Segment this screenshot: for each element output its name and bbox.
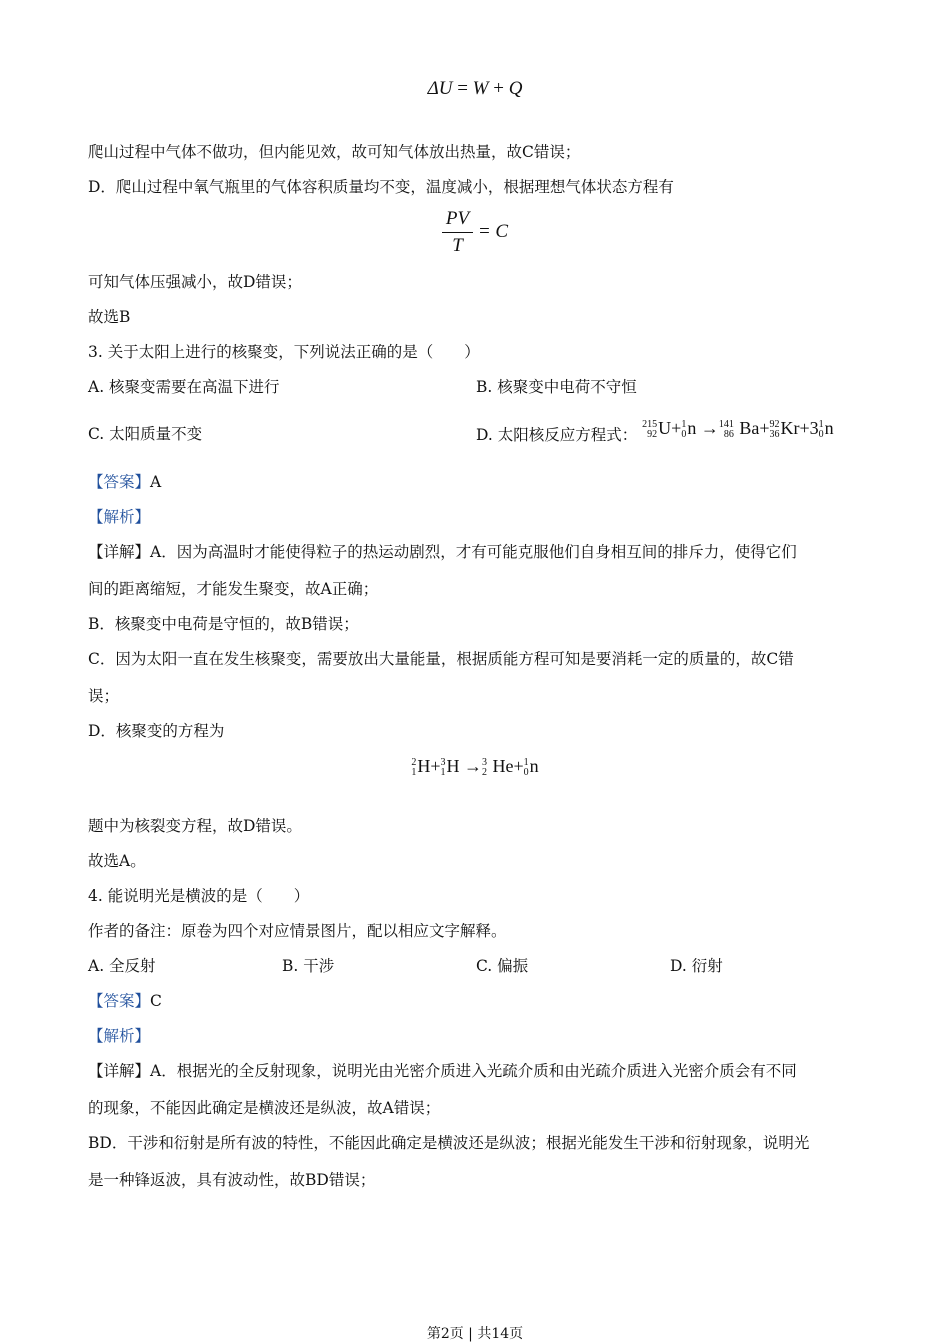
option-d[interactable]: D. 太阳核反应方程式： 215 92 U+ 1 0 n → 141 86 Ba+ 92 36 Kr+3 1 0 n xyxy=(476,418,834,444)
work-symbol: W xyxy=(472,78,489,99)
fraction: $\frac{PV}{T}$ xyxy=(442,208,473,257)
page-footer: 第2页 | 共14页 xyxy=(426,1326,524,1342)
text-line: D．核聚变的方程为 xyxy=(88,722,225,740)
analysis-tag: 【解析】 xyxy=(88,1027,151,1045)
detail-line: 【详解】A．因为高温时才能使得粒子的热运动剧烈，才有可能克服他们自身相互间的排斥力，使得它们 xyxy=(88,543,797,561)
text-line: 误； xyxy=(88,687,120,705)
analysis-tag: 【解析】 xyxy=(88,508,151,526)
question-3-stem: 3. 关于太阳上进行的核聚变，下列说法正确的是（ ） xyxy=(88,343,480,361)
detail-line: 【详解】A．根据光的全反射现象，说明光由光密介质进入光疏介质和由光疏介质进入光密介质会有不同 xyxy=(88,1062,797,1080)
option-b[interactable]: B. 核聚变中电荷不守恒 xyxy=(476,378,637,396)
text-line: 可知气体压强减小，故D错误； xyxy=(88,273,302,291)
option-a[interactable]: A. 全反射 xyxy=(88,957,156,975)
text-line: 间的距离缩短，才能发生聚变，故A正确； xyxy=(88,580,379,598)
text-line: D．爬山过程中氧气瓶里的气体容积质量均不变，温度减小，根据理想气体状态方程有 xyxy=(88,178,674,196)
text-line: 爬山过程中气体不做功，但内能见效，故可知气体放出热量，故C错误； xyxy=(88,143,581,161)
text-line: 的现象，不能因此确定是横波还是纵波，故A错误； xyxy=(88,1099,441,1117)
option-b[interactable]: B. 干涉 xyxy=(282,957,335,975)
text-line: 故选A。 xyxy=(88,852,146,870)
fusion-equation: 2 1 H+ 3 1 H → 3 2 He+ 1 0 n xyxy=(411,756,539,778)
option-c[interactable]: C. 太阳质量不变 xyxy=(88,425,203,443)
delta-u: ΔU xyxy=(427,78,453,99)
option-c[interactable]: C. 偏振 xyxy=(476,957,529,975)
text-line: 故选B xyxy=(88,308,131,326)
answer-value: C xyxy=(150,992,162,1010)
analysis-line xyxy=(88,507,866,527)
text-line: B．核聚变中电荷是守恒的，故B错误； xyxy=(88,615,359,633)
text-line: 题中为核裂变方程，故D错误。 xyxy=(88,817,302,835)
answer-tag: 【答案】 xyxy=(88,473,151,491)
text-line: BD．干涉和衍射是所有波的特性，不能因此确定是横波还是纵波；根据光能发生干涉和衍射现象，说明光 xyxy=(88,1134,810,1152)
detail-tag: 【详解】 xyxy=(88,1062,151,1080)
option-d[interactable]: D. 衍射 xyxy=(670,957,723,975)
answer-line xyxy=(88,472,866,492)
fission-equation: 215 92 U+ 1 0 n → 141 86 Ba+ 92 36 Kr+3 1 0 n xyxy=(642,418,834,440)
detail-tag: 【详解】 xyxy=(88,543,151,561)
author-note: 作者的备注：原卷为四个对应情景图片，配以相应文字解释。 xyxy=(88,922,507,940)
text-line: 是一种锋返波，具有波动性，故BD错误； xyxy=(88,1171,376,1189)
equation-first-law: ΔU = W + Q xyxy=(427,78,523,99)
question-4-stem: 4. 能说明光是横波的是（ ） xyxy=(88,887,310,905)
option-a[interactable]: A. 核聚变需要在高温下进行 xyxy=(88,378,280,396)
answer-line xyxy=(88,991,866,1011)
analysis-line xyxy=(88,1026,866,1046)
answer-value: A xyxy=(150,473,162,491)
text-line: C．因为太阳一直在发生核聚变，需要放出大量能量，根据质能方程可知是要消耗一定的质量的，故C错 xyxy=(88,650,794,668)
equation-ideal-gas: $\frac{PV}{T}$ = C xyxy=(0,208,950,257)
answer-tag: 【答案】 xyxy=(88,992,151,1010)
heat-symbol: Q xyxy=(508,78,523,99)
